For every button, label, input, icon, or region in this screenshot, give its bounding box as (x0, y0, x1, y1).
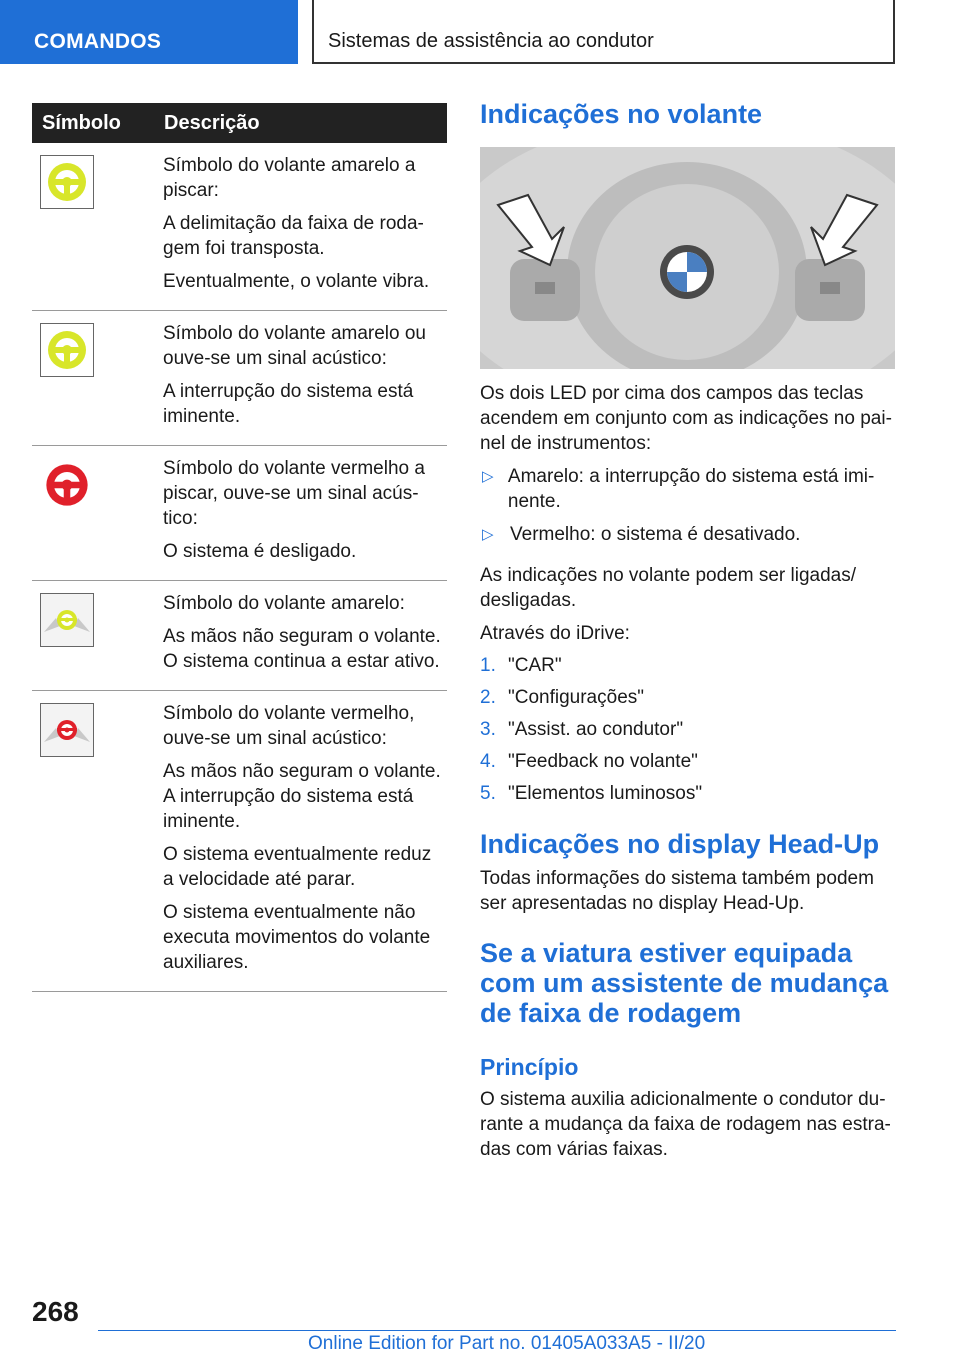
step-text: "Configurações" (508, 687, 645, 708)
bullet-text: Amarelo: a interrupção do sistema está imi-nente. (507, 466, 875, 512)
heading-principle: Princípio (480, 1054, 579, 1080)
table-header (32, 103, 447, 143)
row-text: O sistema é desligado. (163, 541, 357, 562)
row-text: Símbolo do volante vermelho a piscar, ouve-se um sinal acús-tico: (163, 458, 425, 529)
step-text: "Elementos luminosos" (508, 783, 703, 804)
list-item (480, 464, 896, 514)
row-text: As mãos não seguram o volante. A interrupção do sistema está iminente. (163, 761, 441, 832)
heading-volante: Indicações no volante (480, 99, 763, 129)
list-item (480, 749, 896, 774)
page-number: 268 (32, 1296, 79, 1327)
heading-lane-change: Se a viatura estiver equipada com um assistente de mudança de faixa de rodagem (480, 938, 889, 1028)
steering-wheel-red-icon (40, 458, 94, 512)
table-row (32, 143, 447, 311)
paragraph-led: Os dois LED por cima dos campos das teclas acendem em conjunto com as indicações no pai-nel de instrumentos: (480, 383, 892, 454)
col-symbol-header: Símbolo (42, 111, 121, 134)
paragraph-principle: O sistema auxilia adicionalmente o condutor du-rante a mudança da faixa de rodagem nas estra-das com várias faixas. (480, 1089, 891, 1160)
section-tab (0, 0, 298, 64)
table-row (32, 581, 447, 691)
table-row (32, 691, 447, 992)
list-item (480, 781, 896, 806)
step-text: "Assist. ao condutor" (508, 719, 684, 740)
bullet-text: Vermelho: o sistema é desativado. (510, 524, 801, 545)
row-text: Símbolo do volante amarelo: (163, 593, 405, 614)
section-label: COMANDOS (34, 30, 162, 53)
row-text: O sistema eventualmente reduz a velocidade até parar. (163, 844, 432, 890)
col-description-header: Descrição (164, 111, 260, 134)
row-text: Símbolo do volante vermelho, ouve-se um sinal acústico: (163, 703, 415, 749)
symbol-table (32, 103, 447, 992)
step-number: 4. (480, 751, 496, 772)
list-item (480, 522, 896, 547)
steering-wheel-yellow-icon (40, 155, 94, 209)
step-number: 5. (480, 783, 496, 804)
paragraph-hud: Todas informações do sistema também podem ser apresentadas no display Head-Up. (480, 868, 874, 914)
paragraph-idrive: Através do iDrive: (480, 623, 630, 644)
row-text: A interrupção do sistema está iminente. (163, 381, 414, 427)
chapter-title-box (312, 0, 895, 64)
row-text: Eventualmente, o volante vibra. (163, 271, 430, 292)
step-text: "Feedback no volante" (508, 751, 698, 772)
triangle-bullet-icon: ▷ (482, 468, 494, 485)
row-text: Símbolo do volante amarelo ou ouve-se um sinal acústico: (163, 323, 426, 369)
edition-note: Online Edition for Part no. 01405A033A5 - II/20 (308, 1333, 706, 1354)
row-text: As mãos não seguram o volante. O sistema continua a estar ativo. (163, 626, 441, 672)
list-item (480, 653, 896, 678)
triangle-bullet-icon: ▷ (482, 526, 494, 543)
table-row (32, 446, 447, 581)
step-text: "CAR" (508, 655, 562, 676)
step-number: 3. (480, 719, 496, 740)
list-item (480, 717, 896, 742)
paragraph-toggle: As indicações no volante podem ser ligadas/ desligadas. (480, 565, 857, 611)
row-text: A delimitação da faixa de roda-gem foi transposta. (163, 213, 424, 259)
list-item (480, 685, 896, 710)
right-column (480, 98, 896, 1162)
row-text: Símbolo do volante amarelo a piscar: (163, 155, 416, 201)
heading-hud: Indicações no display Head-Up (480, 829, 880, 859)
steering-wheel-yellow-icon (40, 323, 94, 377)
hands-on-wheel-red-icon (40, 703, 94, 757)
hands-on-wheel-yellow-icon (40, 593, 94, 647)
step-number: 1. (480, 655, 496, 676)
row-text: O sistema eventualmente não executa movimentos do volante auxiliares. (163, 902, 431, 973)
steering-wheel-photo (480, 147, 895, 369)
step-number: 2. (480, 687, 496, 708)
chapter-title: Sistemas de assistência ao condutor (328, 30, 654, 52)
table-row (32, 311, 447, 446)
footer-divider (98, 1330, 896, 1331)
